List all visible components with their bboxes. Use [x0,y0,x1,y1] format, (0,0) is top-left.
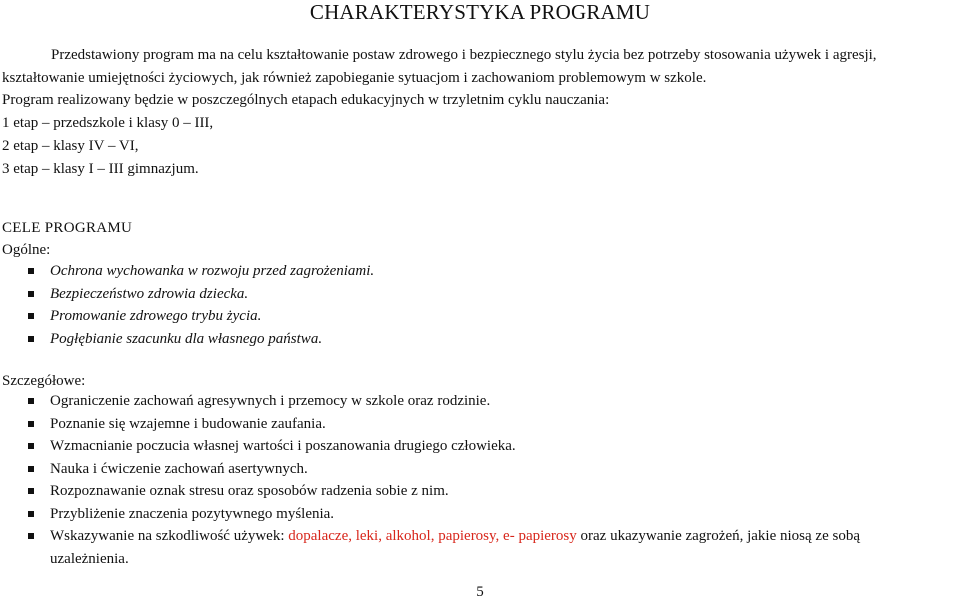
detailed-goal-text: Ograniczenie zachowań agresywnych i przemocy w szkole oraz rodzinie. [50,393,491,409]
list-item [0,413,860,436]
detailed-goals-list [0,390,860,570]
list-item-continuation [0,548,860,571]
detailed-goal-text: Przybliżenie znaczenia pozytywnego myślenia. [50,505,335,522]
intro-line-1: Przedstawiony program ma na celu kształtowanie postaw zdrowego i bezpiecznego stylu życia bez potrzeby stosowania używek i agresji, [51,47,877,63]
intro-line-3: Program realizowany będzie w poszczególnych etapach edukacyjnych w trzyletnim cyklu nauczania: [2,92,610,109]
square-bullet-icon [28,313,34,319]
list-item [0,480,860,503]
page-number: 5 [476,584,484,600]
list-item [0,458,860,481]
stage-3: 3 etap – klasy I – III gimnazjum. [2,160,199,177]
square-bullet-icon [28,268,34,274]
detailed-goal-text: Nauka i ćwiczenie zachowań asertywnych. [50,460,308,477]
general-goal-text: Bezpieczeństwo zdrowia dziecka. [50,285,249,302]
list-item [0,390,860,413]
list-item [0,525,860,548]
stage-1: 1 etap – przedszkole i klasy 0 – III, [2,115,214,132]
square-bullet-icon [28,398,34,404]
intro-line-2: kształtowanie umiejętności życiowych, jak również zapobieganie sytuacjom i zachowaniom problemowym w szkole. [2,69,707,86]
square-bullet-icon [28,488,34,494]
list-item [0,328,374,351]
list-item [0,503,860,526]
harmful-substances-highlight: dopalacze, leki, alkohol, papierosy, e- papierosy [288,528,577,544]
detailed-goals-label: Szczegółowe: [2,373,86,389]
list-item [0,305,374,328]
page-title: CHARAKTERYSTYKA PROGRAMU [309,0,651,24]
square-bullet-icon [28,443,34,449]
harmful-substances-line-2: uzależnienia. [50,550,129,567]
harmful-substances-outro: oraz ukazywanie zagrożeń, jakie niosą ze sobą [576,528,860,544]
goals-heading: CELE PROGRAMU [2,220,133,236]
detailed-goal-text: Wzmacnianie poczucia własnej wartości i poszanowania drugiego człowieka. [50,438,516,454]
stage-2: 2 etap – klasy IV – VI, [2,137,139,154]
square-bullet-icon [28,336,34,342]
square-bullet-icon [28,511,34,517]
list-item [0,260,374,283]
detailed-goal-text: Rozpoznawanie oznak stresu oraz sposobów radzenia sobie z nim. [50,483,449,499]
square-bullet-icon [28,533,34,539]
list-item [0,283,374,306]
intro-section [2,44,960,180]
general-goal-text: Ochrona wychowanka w rozwoju przed zagrożeniami. [50,263,375,279]
general-goal-text: Promowanie zdrowego trybu życia. [50,308,262,324]
general-goals-list [0,260,374,350]
general-goals-label: Ogólne: [2,242,51,258]
harmful-substances-intro: Wskazywanie na szkodliwość używek: [50,528,289,544]
list-item [0,435,860,458]
general-goal-text: Pogłębianie szacunku dla własnego państwa. [50,330,323,347]
square-bullet-icon [28,291,34,297]
detailed-goal-text: Poznanie się wzajemne i budowanie zaufania. [50,415,326,432]
square-bullet-icon [28,466,34,472]
square-bullet-icon [28,421,34,427]
